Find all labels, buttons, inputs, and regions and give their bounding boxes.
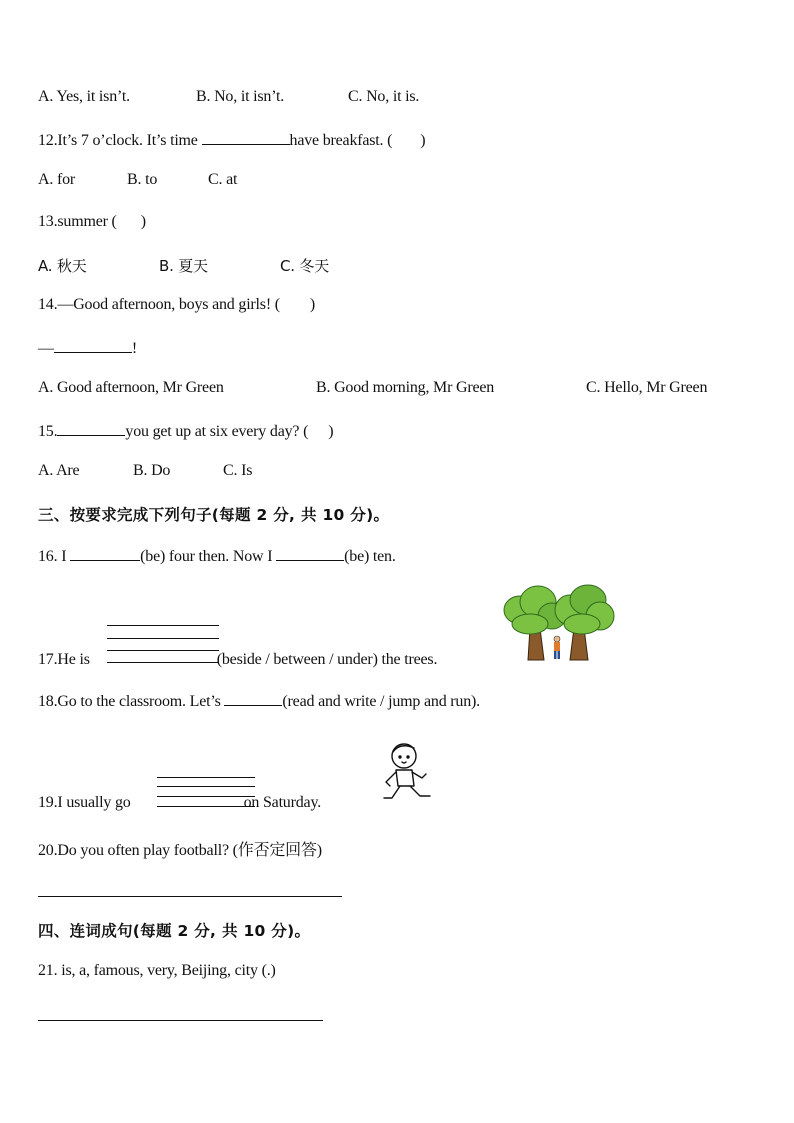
question-16: [38, 546, 396, 566]
q12-blank[interactable]: [202, 130, 290, 145]
q19-stem: 19.I usually go: [38, 794, 131, 811]
boy-figure: [554, 636, 560, 659]
q20-answer-line[interactable]: [38, 896, 342, 897]
q18-stem: 18.Go to the classroom. Let’s: [38, 693, 225, 710]
q12-option-c: C. at: [208, 171, 238, 188]
question-18: [38, 691, 480, 711]
question-20: [38, 837, 322, 860]
q12-paren-close: ): [420, 132, 426, 149]
q15-blank[interactable]: [57, 421, 125, 436]
question-15: [38, 421, 333, 441]
q21-stem: 21. is, a, famous, very, Beijing, city (.): [38, 962, 276, 979]
question-21: [38, 962, 276, 980]
q16-part-b: (be) four then. Now I: [140, 548, 277, 565]
q14-stem: 14.—Good afternoon, boys and girls! (: [38, 296, 280, 313]
q17-stem-end: (beside / between / under) the trees.: [216, 651, 438, 668]
q18-blank[interactable]: [224, 691, 282, 706]
q17-answer-line-2[interactable]: [107, 638, 219, 639]
q12-option-b: B. to: [127, 171, 158, 188]
q11-option-c: C. No, it is.: [348, 88, 420, 105]
q20-stem: 20.Do you often play football? (作否定回答): [38, 842, 322, 859]
q13-option-c: C. 冬天: [280, 257, 330, 275]
q15-option-b: B. Do: [133, 462, 171, 479]
q18-stem-end: (read and write / jump and run).: [282, 693, 480, 710]
q14-paren-close: ): [309, 296, 316, 313]
q12-stem-end: have breakfast. (: [289, 132, 393, 149]
q14-reply-dash: —: [38, 340, 54, 357]
q15-number: 15.: [38, 423, 58, 440]
question-12: [38, 130, 425, 150]
q14-option-b: B. Good morning, Mr Green: [316, 379, 495, 396]
tree-right: [555, 585, 614, 660]
running-boy-illustration: [380, 740, 436, 808]
q13-option-a: A. 秋天: [38, 257, 87, 275]
q14-blank[interactable]: [54, 338, 132, 353]
q14-reply-end: !: [131, 340, 137, 357]
q16-part-a: 16. I: [38, 548, 71, 565]
q13-paren-close: ): [140, 213, 146, 230]
q17-stem: 17.He is: [38, 651, 90, 668]
q14-option-a: A. Good afternoon, Mr Green: [38, 379, 224, 396]
q16-blank-2[interactable]: [276, 546, 344, 561]
q12-option-a: A. for: [38, 171, 76, 188]
q16-part-c: (be) ten.: [344, 548, 396, 565]
q21-answer-line[interactable]: [38, 1020, 323, 1021]
trees-illustration: [500, 584, 616, 664]
q15-option-a: A. Are: [38, 462, 80, 479]
q19-answer-line-2[interactable]: [157, 786, 255, 787]
q15-option-c: C. Is: [223, 462, 253, 479]
q19-stem-end: on Saturday.: [243, 794, 321, 811]
q19-answer-line-1[interactable]: [157, 777, 255, 778]
q13-option-b: B. 夏天: [159, 257, 208, 275]
question-14: [38, 296, 315, 314]
q15-stem: you get up at six every day? (: [125, 423, 309, 440]
q17-answer-line-1[interactable]: [107, 625, 219, 626]
q15-paren-close: ): [328, 423, 334, 440]
q12-stem: 12.It’s 7 o’clock. It’s time: [38, 132, 202, 149]
q11-option-a: A. Yes, it isn’t.: [38, 88, 130, 105]
q14-reply: [38, 338, 137, 358]
section-4-heading: 四、连词成句(每题 2 分, 共 10 分)。: [38, 922, 311, 940]
question-19: [38, 794, 321, 812]
q16-blank-1[interactable]: [70, 546, 140, 561]
q14-option-c: C. Hello, Mr Green: [586, 379, 708, 396]
q11-option-b: B. No, it isn’t.: [196, 88, 285, 105]
question-13: [38, 213, 146, 231]
question-17: [38, 651, 437, 669]
q13-stem: 13.summer (: [38, 213, 117, 230]
section-3-heading: 三、按要求完成下列句子(每题 2 分, 共 10 分)。: [38, 506, 390, 524]
